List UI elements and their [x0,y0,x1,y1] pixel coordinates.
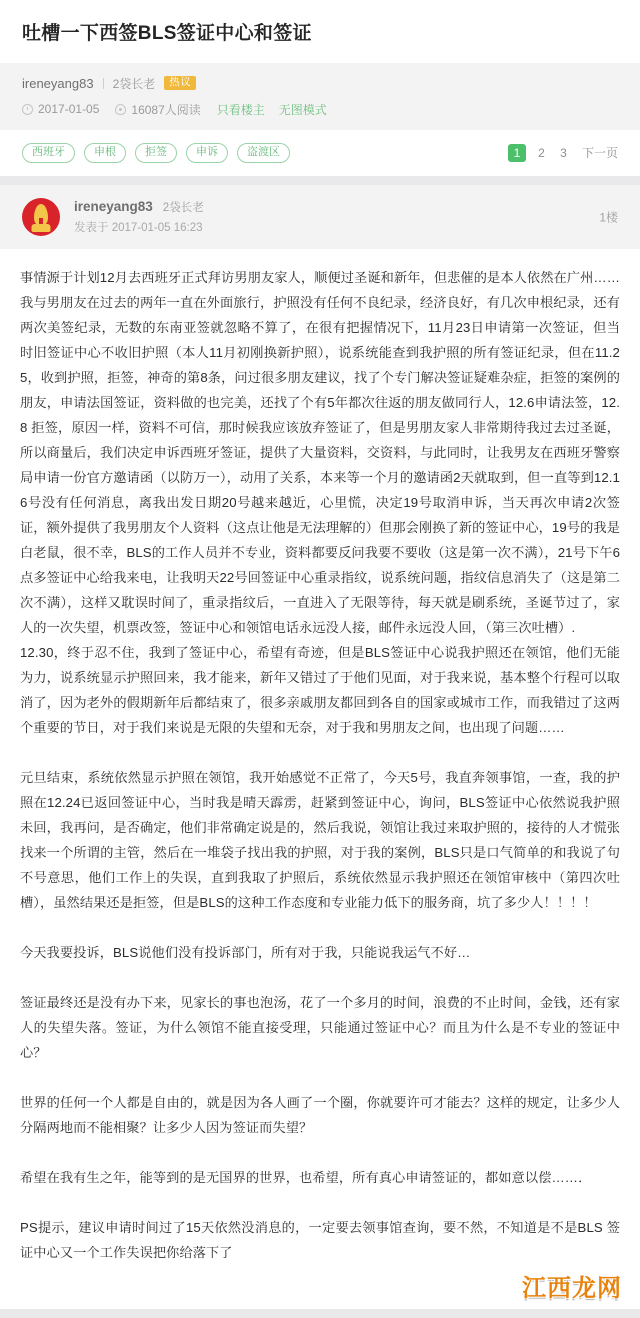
post-user-top [74,199,204,215]
thread-meta [0,63,640,130]
post-header [0,185,640,249]
thread-date-label: 2017-01-05 [38,102,100,116]
avatar-flame-base [32,224,51,232]
thread-date [22,102,99,116]
post-user-info [74,199,204,235]
page-button-1[interactable]: 1 [508,144,526,162]
avatar[interactable] [22,198,60,236]
tag-item[interactable]: 拒签 [135,143,177,163]
tag-item[interactable]: 盗渡区 [237,143,290,163]
post-paragraph: 今天我要投诉，BLS说他们没有投诉部门，所有对于我，只能说我运气不好… [20,944,471,960]
post-paragraph: 世界的任何一个人都是自由的，就是因为各人画了一个圈，你就要许可才能去？这样的规定，让多少人分隔两地而不能相聚？让多少人因为签证而失望？ [20,1094,620,1135]
post-timestamp [74,219,204,235]
post-paragraph: 12.30，终于忍不住，我到了签证中心，希望有奇迹，但是BLS签证中心说我护照还在领馆，他们无能为力，说系统显示护照回来，我才能来，新年又错过了于他们见面，对于我来说，基本整个行程可以取消了，因为老外的假期新年后都结束了，很多亲戚朋友都回到各自的国家或城市工作，而我错过了这两个重要的节日，对于我们来说是无限的失望和无奈，对于我和男朋友之间，也出现了问题…… [20,644,620,735]
tag-item[interactable]: 申诉 [186,143,228,163]
eye-icon [115,104,126,115]
page-button-2[interactable]: 2 [538,145,545,160]
post-floor-number: 1楼 [599,210,618,224]
thread-author-level: 2袋长老 [112,76,156,91]
post-user-level: 2袋长老 [162,201,204,214]
thread-header [0,0,640,130]
post-paragraph: PS提示，建议申请时间过了15天依然没消息的，一定要去领事馆查询，要不然，不知道是不是BLS 签证中心又一个工作失误把你给落下了 [20,1219,620,1260]
page-title: 吐槽一下西签BLS签证中心和签证 [22,23,312,44]
thread-meta-stats-row [22,101,618,118]
page-button-3[interactable]: 3 [560,145,567,160]
pagination [508,144,618,162]
post [0,185,640,1309]
thread-views-label: 16087人阅读 [131,102,201,117]
post-paragraph: 希望在我有生之年，能等到的是无国界的世界，也希望，所有真心申请签证的，都如意以偿……． [20,1169,592,1185]
bottom-strip [0,1309,640,1318]
next-page-button[interactable]: 下一页 [581,145,618,160]
tag-item[interactable]: 西班牙 [22,143,75,163]
site-watermark: 江西龙网 [522,1273,622,1302]
post-content [0,249,640,1265]
watermark-row [0,1265,640,1309]
thread-author[interactable]: ireneyang83 [22,75,94,91]
thread-views [115,101,200,118]
clock-icon [22,104,33,115]
post-timestamp-value: 2017-01-05 16:23 [111,221,203,234]
status-badge: 热议 [164,76,196,91]
tag-item[interactable]: 申根 [84,143,126,163]
thread-meta-author-row [22,75,618,92]
tag-list [22,143,299,163]
tags-and-pagination [0,130,640,176]
meta-divider [103,78,104,89]
post-paragraph: 签证最终还是没有办下来，见家长的事也泡汤，花了一个多月的时间，浪费的不止时间，金钱，还有家人的失望失落。签证，为什么领馆不能直接受理，只能通过签证中心？而且为什么是不专业的签证中心？ [20,994,620,1060]
post-paragraph: 元旦结束，系统依然显示护照在领馆，我开始感觉不正常了，今天5号，我直奔领事馆，一查，我的护照在12.24已返回签证中心，当时我是晴天霹雳，赶紧到签证中心，询问，BLS签证中心依然说我护照未回，我再问，是否确定，他们非常确定说是的，然后我说，领馆让我过来取护照的，接待的人才慌张找来一个所谓的主管，然后在一堆袋子找出我的护照，对于我的案例，BLS只是口气简单的和我说了句不号意思，他们工作上的失误，直到我取了护照后，系统依然显示我护照还在领馆审核中（第四次吐槽），虽然结果还是拒签，但是BLS的这种工作态度和专业能力低下的服务商，坑了多少人！！！！ [20,769,620,910]
no-image-mode-link[interactable]: 无图模式 [278,102,327,117]
post-timestamp-prefix: 发表于 [74,221,109,234]
post-paragraph: 事情源于计划12月去西班牙正式拜访男朋友家人，顺便过圣诞和新年，但悲催的是本人依然在广州……我与男朋友在过去的两年一直在外面旅行，护照没有任何不良纪录，经济良好，有几次申根纪录，还有两次美签纪录，无数的东南亚签就忽略不算了，在很有把握情况下，11月23日申请第一次签证，但当时旧签证中心不收旧护照（本人11月初刚换新护照），说系统能查到我护照的所有签证纪录，但在11.25，收到护照，拒签，神奇的第8条，问过很多朋友建议，找了个专门解决签证疑难杂症，拒签的案例的朋友，申请法国签证，资料做的也完美，还找了个有5年都次往返的朋友做同行人，12.6申请法签，12.8 拒签，原因一样，资料不可信，那时候我应该放弃签证了，但是男朋友家人非常期待我过去过圣诞，所以商量后，我们决定申诉西班牙签证，提供了大量资料，交资料，与此同时，让我男友在西班牙警察局申请一份官方邀请函（以防万一），动用了关系，本来等一个月的邀请函2天就取到，但一直等到12.16号没有任何消息，离我出发日期20号越来越近，心里慌，决定19号取消申诉，当天再次申请2次签证，额外提供了我男朋友个人资料（这点让他是无法理解的）但那会刚换了新的签证中心，19号的我是白老鼠，很不幸，BLS的工作人员并不专业，资料都要反问我要不要收（这是第一次不满），21号下午6点多签证中心给我来电，让我明天22号回签证中心重录指纹，说系统问题，指纹信息消失了（这是第二次不满），这样又耽误时间了，重录指纹后，一直进入了无限等待，每天就是刷系统，圣诞节过了，家人的一次失望，机票改签，签证中心和领馆电话永远没人接，邮件永远没人回，（第三次吐槽）. [20,269,620,635]
only-author-link[interactable]: 只看楼主 [216,102,265,117]
post-username[interactable]: ireneyang83 [74,198,153,214]
